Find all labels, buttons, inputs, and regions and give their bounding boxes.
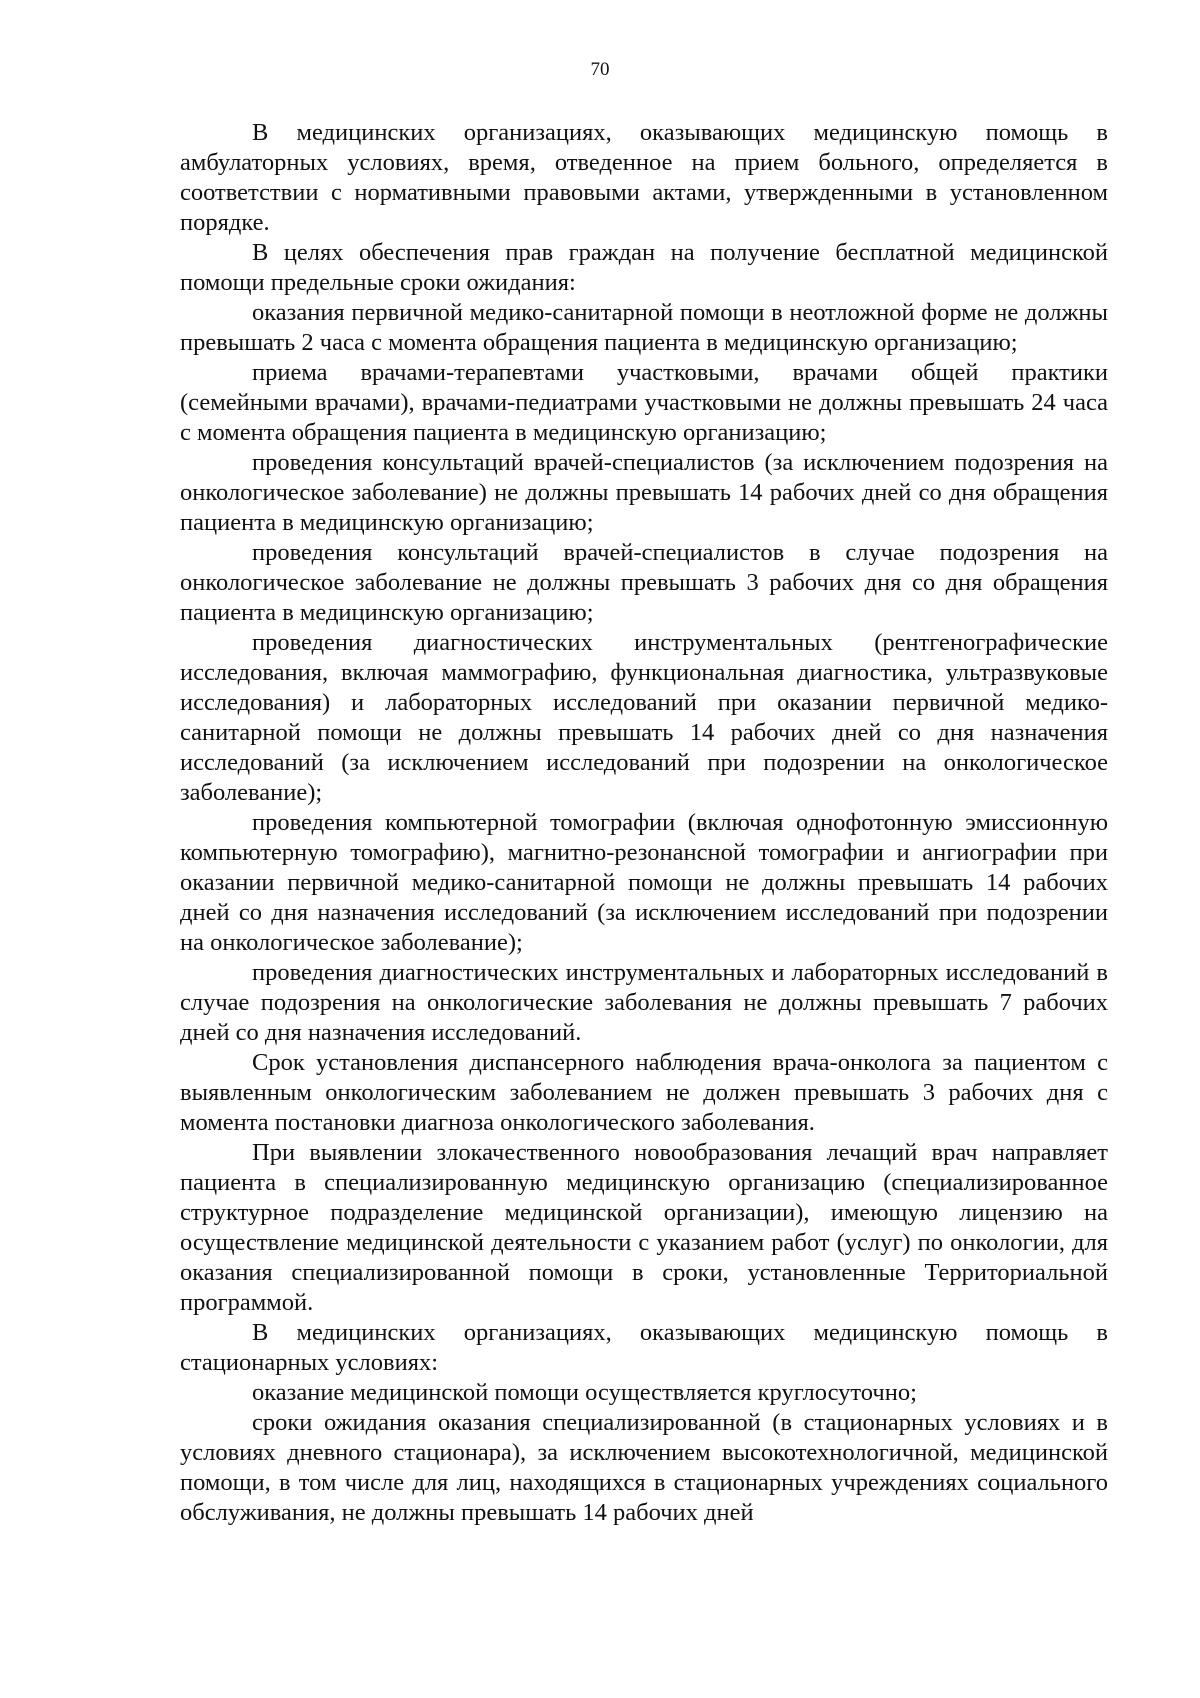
paragraph: оказание медицинской помощи осуществляется круглосуточно; bbox=[252, 1379, 917, 1406]
paragraph: При выявлении злокачественного новообразования лечащий врач направляет пациента в специализированную медицинскую организацию (специализированное структурное подразделение медицинской организации), имеющую лицензию на осуществление медицинской деятельности с указанием работ (услуг) по онкологии, для оказания специализированной помощи в сроки, установленные Территориальной программой. bbox=[180, 1139, 1108, 1316]
paragraph: проведения консультаций врачей-специалистов в случае подозрения на онкологическое заболевание не должны превышать 3 рабочих дня со дня обращения пациента в медицинскую организацию; bbox=[180, 539, 1108, 626]
paragraph: В медицинских организациях, оказывающих медицинскую помощь в амбулаторных условиях, время, отведенное на прием больного, определяется в соответствии с нормативными правовыми актами, утвержденными в установленном порядке. bbox=[180, 119, 1108, 236]
paragraph: приема врачами-терапевтами участковыми, врачами общей практики (семейными врачами), врачами-педиатрами участковыми не должны превышать 24 часа с момента обращения пациента в медицинскую организацию; bbox=[180, 359, 1108, 446]
paragraph: проведения диагностических инструментальных и лабораторных исследований в случае подозрения на онкологические заболевания не должны превышать 7 рабочих дней со дня назначения исследований. bbox=[180, 959, 1108, 1046]
paragraph: проведения компьютерной томографии (включая однофотонную эмиссионную компьютерную томографию), магнитно-резонансной томографии и ангиографии при оказании первичной медико-санитарной помощи не должны превышать 14 рабочих дней со дня назначения исследований (за исключением исследований при подозрении на онкологическое заболевание); bbox=[180, 809, 1108, 956]
paragraph: проведения диагностических инструментальных (рентгенографические исследования, включая маммографию, функциональная диагностика, ультразвуковые исследования) и лабораторных исследований при оказании первичной медико-санитарной помощи не должны превышать 14 рабочих дней со дня назначения исследований (за исключением исследований при подозрении на онкологическое заболевание); bbox=[180, 629, 1108, 806]
paragraph: сроки ожидания оказания специализированной (в стационарных условиях и в условиях дневного стационара), за исключением высокотехнологичной, медицинской помощи, в том числе для лиц, находящихся в стационарных учреждениях социального обслуживания, не должны превышать 14 рабочих дней bbox=[180, 1409, 1108, 1526]
paragraph: В медицинских организациях, оказывающих медицинскую помощь в стационарных условиях: bbox=[180, 1319, 1108, 1376]
page-number: 70 bbox=[590, 59, 610, 80]
paragraph: оказания первичной медико-санитарной помощи в неотложной форме не должны превышать 2 часа с момента обращения пациента в медицинскую организацию; bbox=[180, 299, 1108, 356]
paragraph: Срок установления диспансерного наблюдения врача-онколога за пациентом с выявленным онкологическим заболеванием не должен превышать 3 рабочих дня с момента постановки диагноза онкологического заболевания. bbox=[180, 1049, 1108, 1136]
paragraph: проведения консультаций врачей-специалистов (за исключением подозрения на онкологическое заболевание) не должны превышать 14 рабочих дней со дня обращения пациента в медицинскую организацию; bbox=[180, 449, 1108, 536]
paragraph: В целях обеспечения прав граждан на получение бесплатной медицинской помощи предельные сроки ожидания: bbox=[180, 239, 1108, 296]
document-body bbox=[180, 118, 1108, 1528]
